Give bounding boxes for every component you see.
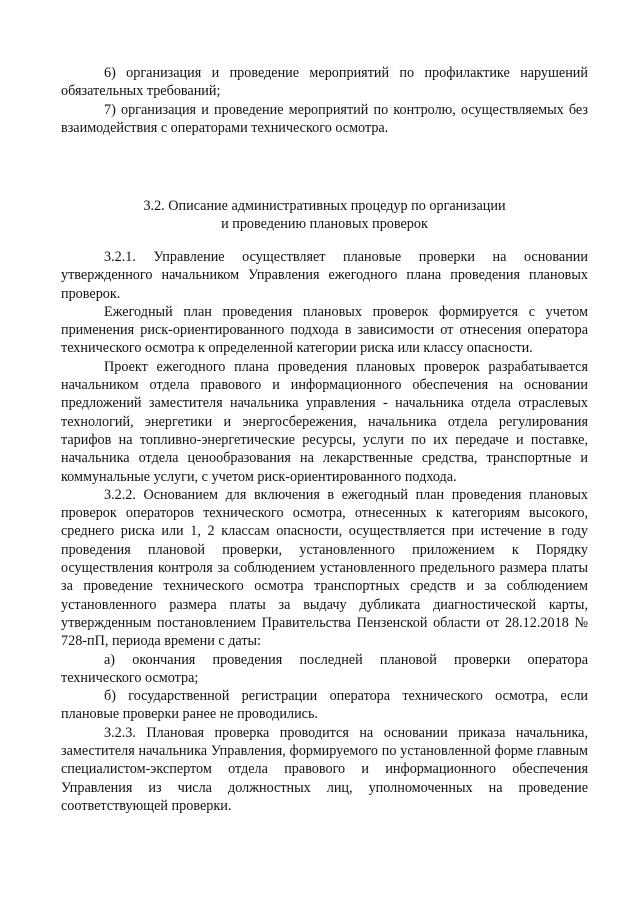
section-heading xyxy=(61,197,588,234)
list-item: 7) организация и проведение мероприятий по контролю, осуществляемых без взаимодействия с операторами технического осмотра. xyxy=(61,101,588,136)
list-item: 6) организация и проведение мероприятий по профилактике нарушений обязательных требований; xyxy=(61,65,588,100)
paragraph: а) окончания проведения последней плановой проверки оператора технического осмотра; xyxy=(61,651,588,686)
intro-list xyxy=(61,64,588,137)
paragraph: 3.2.3. Плановая проверка проводится на основании приказа начальника, заместителя начальника Управления, формируемого по установленной форме главным специалистом-экспертом отдела правового и информационного обеспечения Управления из числа должностных лиц, уполномоченных на проведение соответствующей проверки. xyxy=(61,724,588,814)
paragraph: Проект ежегодного плана проведения плановых проверок разрабатывается начальником отдела правового и информационного обеспечения на основании предложений заместителя начальника управления - начальника отдела отраслевых технологий, энергетики и энергосбережения, начальника отдела регулирования тарифов на топливно-энергетические ресурсы, услуги по их передаче и поставке, начальника отдела ценообразования на лекарственные средства, транспортные и коммунальные услуги, с учетом риск-ориентированного подхода. xyxy=(61,358,588,485)
section-body xyxy=(61,248,588,815)
section-title xyxy=(61,197,588,234)
paragraph: Ежегодный план проведения плановых проверок формируется с учетом применения риск-ориентированного подхода в зависимости от отнесения оператора технического осмотра к определенной категории риска или классу опасности. xyxy=(61,303,588,357)
paragraph: б) государственной регистрации оператора технического осмотра, если плановые проверки ранее не проводились. xyxy=(61,688,588,723)
paragraph: 3.2.2. Основанием для включения в ежегодный план проведения плановых проверок операторов технического осмотра, отнесенных к категориям высокого, среднего риска или 1, 2 классам опасности, осуществляется при истечение в году проведения плановой проверки, установленного приложением к Порядку осуществления контроля за соблюдением установленного предельного размера платы за проведение технического осмотра транспортных средств и за соблюдением установленного размера платы за выдачу дубликата диагностической карты, утвержденным постановлением Правительства Пензенской области от 28.12.2018 № 728-пП, периода времени с даты: xyxy=(61,486,588,650)
section-title-line2: и проведению плановых проверок xyxy=(221,216,428,233)
section-title-line1: 3.2. Описание административных процедур по организации xyxy=(143,198,506,214)
paragraph: 3.2.1. Управление осуществляет плановые проверки на основании утвержденного начальником Управления ежегодного плана проведения плановых проверок. xyxy=(61,249,588,302)
